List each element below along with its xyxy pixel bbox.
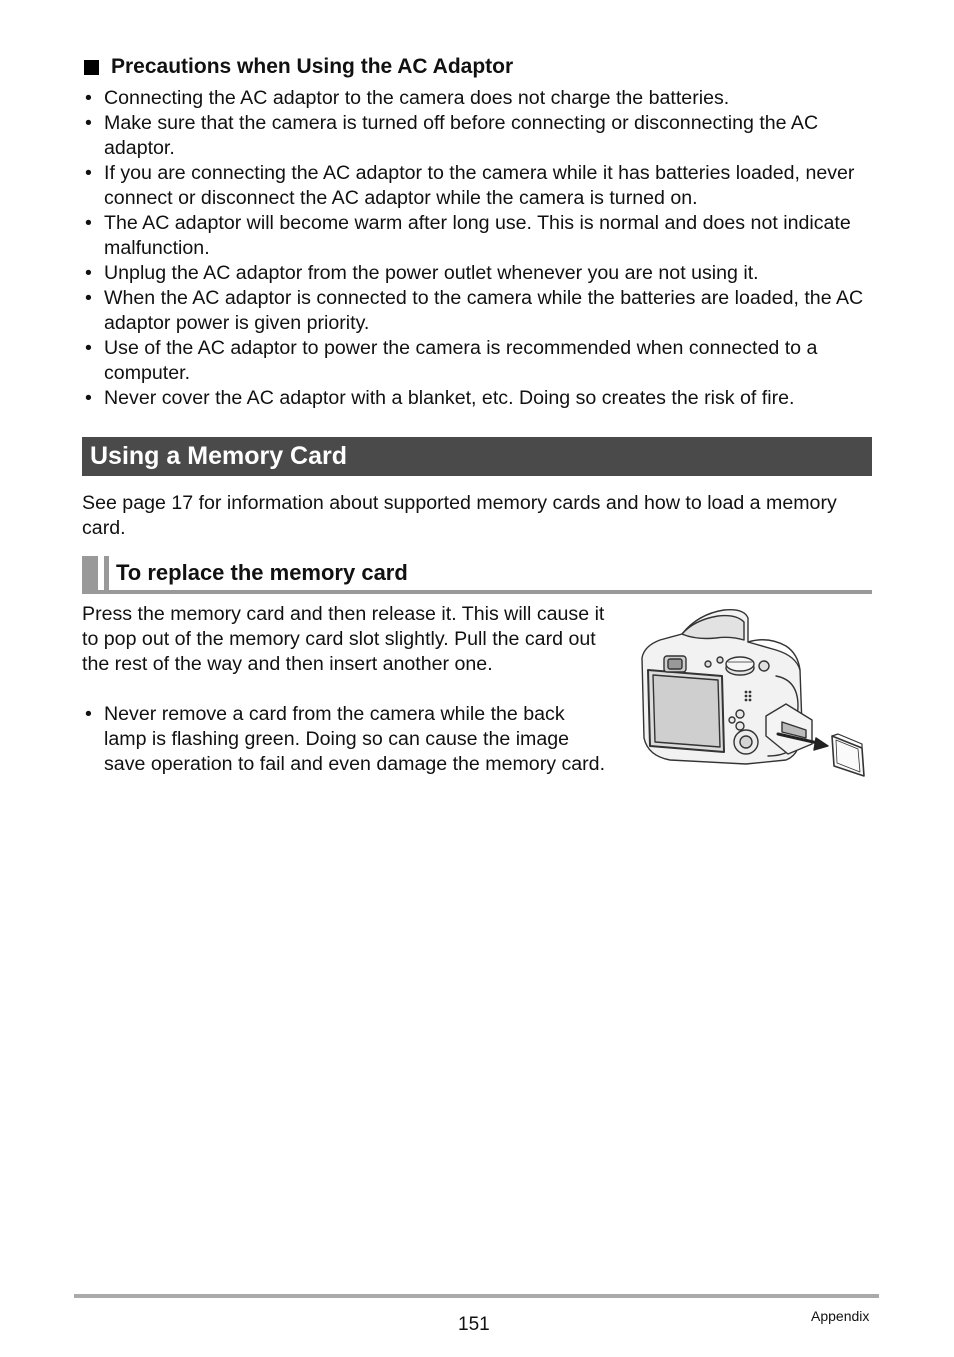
heading-bar-decoration xyxy=(104,556,109,590)
bullet-icon: • xyxy=(85,262,92,284)
page-number: 151 xyxy=(458,1314,490,1335)
bullet-icon: • xyxy=(85,212,92,234)
list-item: • Make sure that the camera is turned off before connecting or disconnecting the AC adaptor. xyxy=(85,112,819,159)
memory-card-intro: See page 17 for information about supported memory cards and how to load a memory card. xyxy=(82,492,837,539)
camera-memory-card-illustration xyxy=(636,606,868,782)
bullet-icon: • xyxy=(85,387,92,409)
list-item: • Connecting the AC adaptor to the camera does not charge the batteries. xyxy=(85,87,730,109)
list-item: • If you are connecting the AC adaptor to the camera while it has batteries loaded, never connect or disconnect the AC adaptor while the camera is turned on. xyxy=(85,162,855,209)
list-item: • Never cover the AC adaptor with a blanket, etc. Doing so creates the risk of fire. xyxy=(85,387,795,409)
list-item: • Unplug the AC adaptor from the power outlet whenever you are not using it. xyxy=(85,262,759,284)
heading-bar-decoration xyxy=(82,556,98,590)
bullet-icon: • xyxy=(85,87,92,109)
precautions-heading-text: Precautions when Using the AC Adaptor xyxy=(111,55,514,78)
memory-card-section-title: Using a Memory Card xyxy=(82,437,872,476)
footer-divider xyxy=(74,1294,879,1298)
square-bullet-icon xyxy=(84,60,99,75)
list-item: • When the AC adaptor is connected to the camera while the batteries are loaded, the AC adaptor power is given priority. xyxy=(85,287,864,334)
bullet-icon: • xyxy=(85,337,92,359)
bullet-icon: • xyxy=(85,287,92,309)
bullet-icon: • xyxy=(85,112,92,134)
replace-card-heading-text: To replace the memory card xyxy=(116,560,408,585)
replace-card-instructions: Press the memory card and then release it. This will cause it to pop out of the memory card slot slightly. Pull the card out the rest of the way and then insert another one. xyxy=(82,603,605,675)
list-item: • Use of the AC adaptor to power the camera is recommended when connected to a computer. xyxy=(85,337,818,384)
list-item: • Never remove a card from the camera while the back lamp is flashing green. Doing so can cause the image save operation to fail and even damage the memory card. xyxy=(85,703,606,775)
precautions-heading xyxy=(84,54,513,80)
precautions-list xyxy=(82,86,872,411)
replace-card-heading xyxy=(82,556,872,594)
list-item: • The AC adaptor will become warm after long use. This is normal and does not indicate malfunction. xyxy=(85,212,851,259)
footer-section-label: Appendix xyxy=(811,1308,870,1324)
replace-card-notes xyxy=(82,702,612,777)
bullet-icon: • xyxy=(85,162,92,184)
bullet-icon: • xyxy=(85,703,92,725)
